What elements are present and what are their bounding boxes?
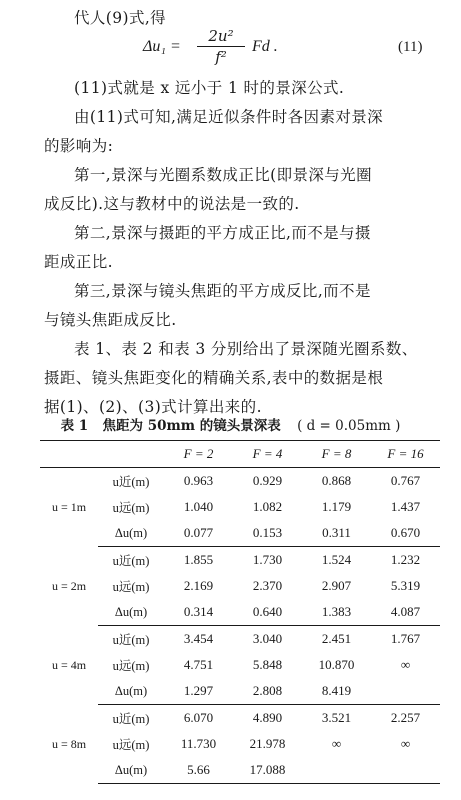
text-line-3: (11)式就是 x 远小于 1 时的景深公式.	[74, 79, 345, 97]
header-blank-distance	[40, 441, 98, 468]
table-cell: 4.087	[371, 599, 440, 626]
table-row	[40, 705, 440, 732]
column-header: F = 2	[164, 441, 233, 468]
variable-label: u远(m)	[112, 501, 150, 515]
column-header: F = 16	[371, 441, 440, 468]
table-body	[40, 468, 440, 784]
table-cell	[302, 757, 371, 784]
variable-label: Δu(m)	[98, 599, 164, 626]
table-cell: 3.040	[252, 631, 283, 646]
table-cell: 1.767	[390, 631, 421, 646]
text-line-12: 表 1、表 2 和表 3 分别给出了景深随光圈系数、	[74, 340, 418, 358]
table-cell: 1.082	[252, 499, 283, 514]
table-cell: 3.454	[183, 631, 214, 646]
table-cell: 2.169	[183, 578, 214, 593]
table-cell: 0.767	[390, 473, 421, 488]
variable-label: u近(m)	[112, 712, 150, 726]
table-cell: 2.451	[321, 631, 352, 646]
table-caption-number: 表 1	[60, 418, 89, 434]
variable-label: u近(m)	[112, 554, 150, 568]
table-cell: 0.153	[233, 520, 302, 547]
table-cell: 5.319	[390, 578, 421, 593]
text-line-7: 成反比).这与教材中的说法是一致的.	[44, 195, 300, 213]
text-line-8: 第二,景深与摄距的平方成正比,而不是与摄	[74, 224, 371, 242]
table-cell: 8.419	[302, 678, 371, 705]
formula-denominator: f²	[215, 48, 227, 66]
formula-numerator: 2u²	[208, 27, 234, 45]
table-cell: 0.077	[164, 520, 233, 547]
table-row	[40, 468, 440, 495]
text-line-13: 摄距、镜头焦距变化的精确关系,表中的数据是根	[44, 369, 384, 387]
variable-label: u远(m)	[112, 580, 150, 594]
table-cell: 0.670	[371, 520, 440, 547]
table-cell: 2.370	[252, 578, 283, 593]
column-header: F = 4	[233, 441, 302, 468]
table-header-row	[40, 441, 440, 468]
variable-label: Δu(m)	[98, 757, 164, 784]
formula-lhs: Δu₁ =	[143, 38, 181, 55]
header-blank-variable	[98, 441, 164, 468]
table-cell: ∞	[331, 736, 342, 751]
table-row	[40, 494, 440, 520]
table-row	[40, 678, 440, 705]
table-row	[40, 626, 440, 653]
table-cell: 1.040	[183, 499, 214, 514]
table-cell: 4.751	[183, 657, 214, 672]
depth-of-field-table	[40, 440, 440, 784]
table-cell: 5.66	[164, 757, 233, 784]
table-cell: 5.848	[252, 657, 283, 672]
distance-label: u = 8m	[51, 736, 87, 751]
variable-label: u近(m)	[112, 633, 150, 647]
table-cell: 0.640	[233, 599, 302, 626]
table-row	[40, 731, 440, 757]
table-cell: 1.383	[302, 599, 371, 626]
column-header: F = 8	[302, 441, 371, 468]
text-line-14: 据(1)、(2)、(3)式计算出来的.	[44, 398, 262, 416]
distance-label: u = 1m	[51, 499, 87, 514]
table-cell: 1.437	[390, 499, 421, 514]
table-cell: 17.088	[233, 757, 302, 784]
formula-fraction	[195, 27, 247, 66]
distance-label: u = 4m	[51, 657, 87, 672]
table-caption-condition: ( d = 0.05mm )	[297, 418, 401, 434]
table-cell: 11.730	[180, 736, 217, 751]
table-row	[40, 573, 440, 599]
variable-label: u远(m)	[112, 659, 150, 673]
table-caption-title: 焦距为 50mm 的镜头景深表	[102, 418, 281, 434]
text-line-9: 距成正比.	[44, 253, 113, 271]
table-row	[40, 599, 440, 626]
table-cell: 21.978	[249, 736, 286, 751]
table-cell	[371, 678, 440, 705]
table-cell: 0.314	[164, 599, 233, 626]
formula-rest: Fd .	[252, 38, 278, 55]
text-line-11: 与镜头焦距成反比.	[44, 311, 177, 329]
table-row	[40, 520, 440, 547]
table-row	[40, 547, 440, 574]
variable-label: u远(m)	[112, 738, 150, 752]
table-cell: 0.868	[321, 473, 352, 488]
table-cell	[371, 757, 440, 784]
table-cell: ∞	[400, 657, 411, 672]
table-cell: 1.524	[321, 552, 352, 567]
text-line-5: 的影响为:	[44, 137, 114, 155]
table-cell: 0.311	[302, 520, 371, 547]
table-cell: 1.297	[164, 678, 233, 705]
table-cell: 3.521	[321, 710, 352, 725]
text-line-6: 第一,景深与光圈系数成正比(即景深与光圈	[74, 166, 372, 184]
table-cell: 2.808	[233, 678, 302, 705]
table-cell: 1.855	[183, 552, 214, 567]
table-cell: 6.070	[183, 710, 214, 725]
table-caption	[0, 414, 461, 434]
table-cell: 1.179	[321, 499, 352, 514]
table-cell: 2.257	[390, 710, 421, 725]
table-row	[40, 652, 440, 678]
text-line-1: 代人(9)式,得	[74, 9, 167, 27]
table-cell: 0.963	[183, 473, 214, 488]
table-cell: 0.929	[252, 473, 283, 488]
table-cell: 1.232	[390, 552, 421, 567]
table-cell: 1.730	[252, 552, 283, 567]
variable-label: Δu(m)	[98, 678, 164, 705]
table-cell: 4.890	[252, 710, 283, 725]
table-cell: ∞	[400, 736, 411, 751]
table-cell: 2.907	[321, 578, 352, 593]
text-line-10: 第三,景深与镜头焦距的平方成反比,而不是	[74, 282, 371, 300]
text-line-4: 由(11)式可知,满足近似条件时各因素对景深	[74, 108, 384, 126]
fraction-bar	[197, 46, 245, 47]
table-row	[40, 757, 440, 784]
distance-label: u = 2m	[51, 578, 87, 593]
variable-label: u近(m)	[112, 475, 150, 489]
table-cell: 10.870	[318, 657, 355, 672]
formula-tag: (11)	[398, 39, 423, 55]
variable-label: Δu(m)	[98, 520, 164, 547]
